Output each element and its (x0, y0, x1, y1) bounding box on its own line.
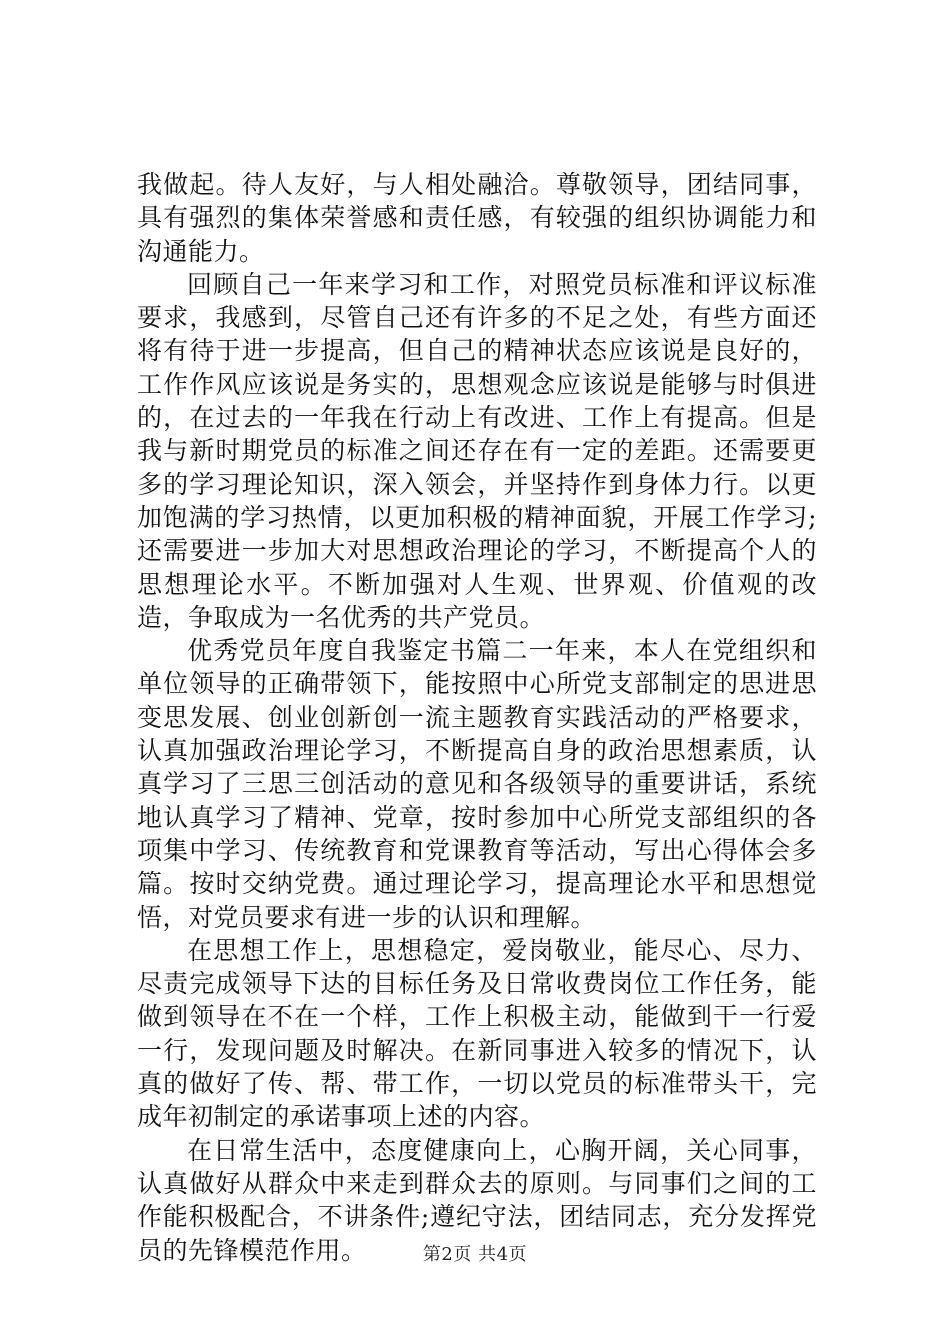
page-footer: 第2页 共4页 (422, 1244, 528, 1265)
paragraph-4: 在思想工作上，思想稳定，爱岗敬业，能尽心、尽力、尽责完成领导下达的目标任务及日常收费岗位工作任务，能做到领导在不在一个样，工作上积极主动，能做到干一行爱一行，发现问题及时解决。在新同事进入较多的情况下，认真的做好了传、帮、带工作，一切以党员的标准带头干，完成年初制定的承诺事项上述的内容。 (137, 935, 817, 1132)
paragraph-2: 回顾自己一年来学习和工作，对照党员标准和评议标准要求，我感到，尽管自己还有许多的不足之处，有些方面还将有待于进一步提高，但自己的精神状态应该说是良好的，工作作风应该说是务实的，思想观念应该说是能够与时俱进的，在过去的一年我在行动上有改进、工作上有提高。但是我与新时期党员的标准之间还存在有一定的差距。还需要更多的学习理论知识，深入领会，并坚持作到身体力行。以更加饱满的学习热情，以更加积极的精神面貌，开展工作学习;还需要进一步加大对思想政治理论的学习，不断提高个人的思想理论水平。不断加强对人生观、世界观、价值观的改造，争取成为一名优秀的共产党员。 (137, 269, 817, 632)
paragraph-3: 优秀党员年度自我鉴定书篇二一年来，本人在党组织和单位领导的正确带领下，能按照中心所党支部制定的思进思变思发展、创业创新创一流主题教育实践活动的严格要求，认真加强政治理论学习，不断提高自身的政治思想素质，认真学习了三思三创活动的意见和各级领导的重要讲话，系统地认真学习了精神、党章，按时参加中心所党支部组织的各项集中学习、传统教育和党课教育等活动，写出心得体会多篇。按时交纳党费。通过理论学习，提高理论水平和思想觉悟，对党员要求有进一步的认识和理解。 (137, 636, 817, 932)
document-body (137, 168, 817, 1267)
paragraph-5: 在日常生活中，态度健康向上，心胸开阔，关心同事，认真做好从群众中来走到群众去的原则。与同事们之间的工作能积极配合，不讲条件;遵纪守法，团结同志，充分发挥党员的先锋模范作用。 (137, 1135, 817, 1265)
paragraph-1: 我做起。待人友好，与人相处融洽。尊敬领导，团结同事，具有强烈的集体荣誉感和责任感，有较强的组织协调能力和沟通能力。 (137, 170, 817, 266)
